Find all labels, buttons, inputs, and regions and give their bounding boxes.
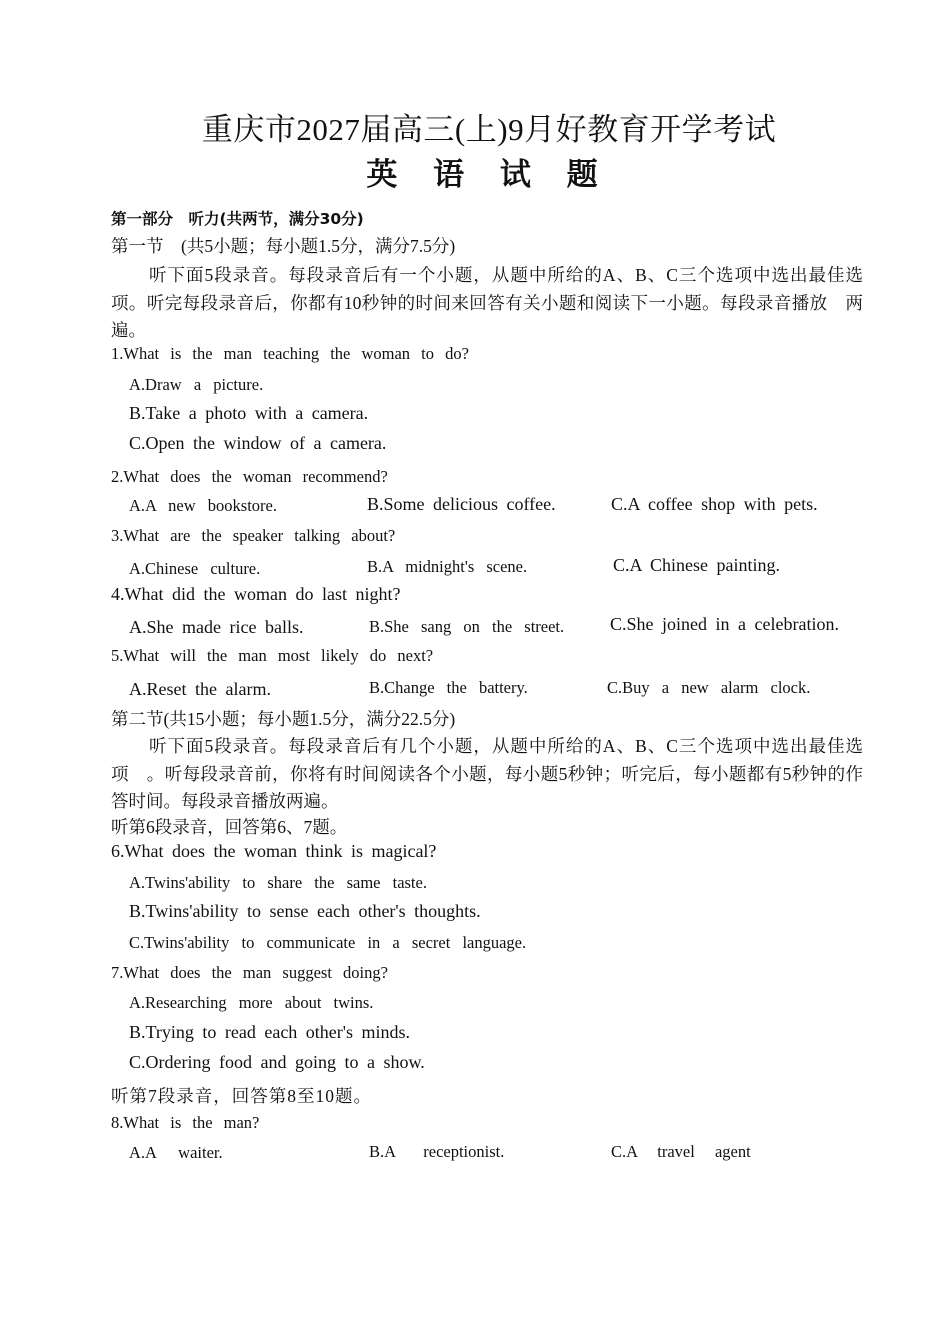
q1-option-b: B.Take a photo with a camera. [129,403,369,423]
q2-option-b: B.Some delicious coffee. [367,494,556,514]
q3-option-c: C.A Chinese painting. [613,555,780,575]
q8-option-a: A.A waiter. [129,1143,223,1162]
question-4: 4.What did the woman do last night? [111,584,401,604]
section1-heading: 第一节 (共5小题；每小题1.5分，满分7.5分) [111,236,456,256]
q6-option-c: C.Twins'ability to communicate in a secret language. [129,933,527,952]
subject-title: 英 语 试 题 [366,157,612,192]
q3-option-a: A.Chinese culture. [129,559,261,578]
question-1: 1.What is the man teaching the woman to do? [111,344,469,363]
group-6-instruction: 听第6段录音，回答第6、7题。 [111,817,348,837]
q4-option-c: C.She joined in a celebration. [610,614,839,634]
group-7-instruction: 听第7段录音，回答第8至10题。 [111,1086,372,1106]
q1-option-a: A.Draw a picture. [129,375,264,394]
part1-heading: 第一部分 听力(共两节，满分30分) [111,210,364,228]
q7-option-c: C.Ordering food and going to a show. [129,1052,425,1072]
question-6: 6.What does the woman think is magical? [111,841,437,861]
exam-title: 重庆市2027届高三(上)9月好教育开学考试 [201,112,777,147]
question-2: 2.What does the woman recommend? [111,467,388,486]
q8-option-c: C.A travel agent [611,1142,751,1161]
q6-option-b: B.Twins'ability to sense each other's thoughts. [129,901,481,921]
q5-option-b: B.Change the battery. [369,678,528,697]
question-5: 5.What will the man most likely do next? [111,646,434,665]
q3-option-b: B.A midnight's scene. [367,557,528,576]
question-7: 7.What does the man suggest doing? [111,963,388,982]
q4-option-a: A.She made rice balls. [129,617,304,637]
q7-option-a: A.Researching more about twins. [129,993,374,1012]
q7-option-b: B.Trying to read each other's minds. [129,1022,411,1042]
q4-option-b: B.She sang on the street. [369,617,565,636]
q2-option-a: A.A new bookstore. [129,496,277,515]
q1-option-c: C.Open the window of a camera. [129,433,387,453]
q8-option-b: B.A receptionist. [369,1142,505,1161]
section1-instructions: 听下面5段录音。每段录音后有一个小题，从题中所给的A、B、C三个选项中选出最佳选 项。听完每段录音后，你都有10秒钟的时间来回答有关小题和阅读下一小题。每段录音播放 两遍。 [111,265,881,340]
q2-option-c: C.A coffee shop with pets. [611,494,818,514]
q6-option-a: A.Twins'ability to share the same taste. [129,873,427,892]
question-3: 3.What are the speaker talking about? [111,526,396,545]
section2-heading: 第二节(共15小题；每小题1.5分，满分22.5分) [111,709,456,729]
q5-option-a: A.Reset the alarm. [129,679,271,699]
section2-instructions: 听下面5段录音。每段录音后有几个小题，从题中所给的A、B、C三个选项中选出最佳选 项 。听每段录音前，你将有时间阅读各个小题，每小题5秒钟；听完后，每小题都有5秒钟的作 答时间。每段录音播放两遍。 [111,736,881,811]
q5-option-c: C.Buy a new alarm clock. [607,678,811,697]
question-8: 8.What is the man? [111,1113,260,1132]
